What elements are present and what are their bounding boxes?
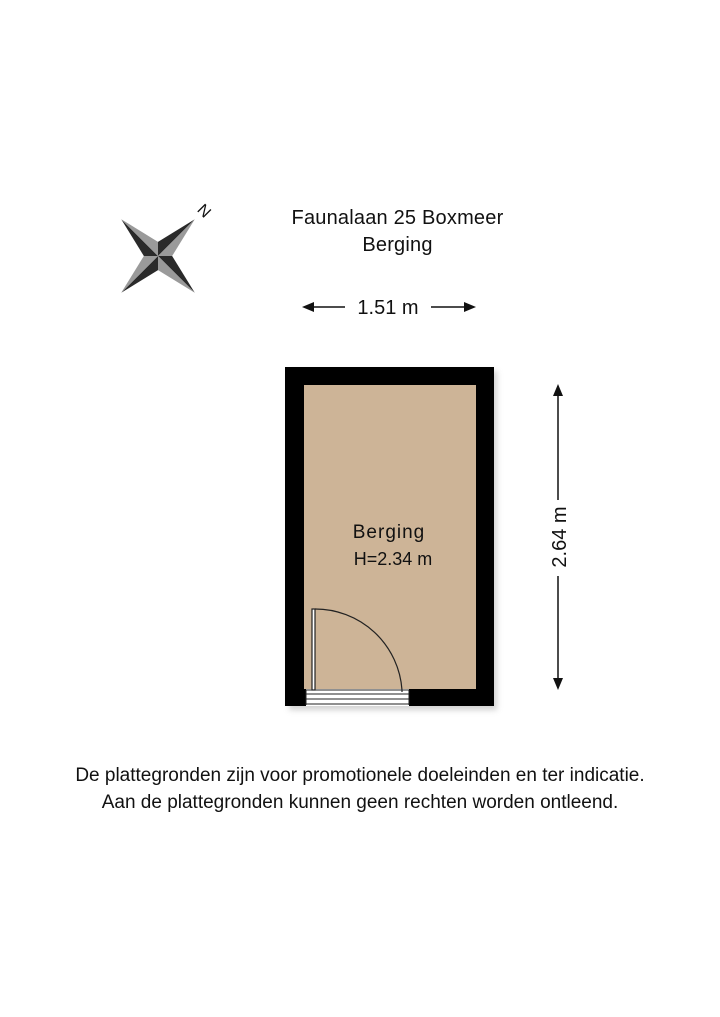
compass-north-label: N xyxy=(193,201,214,222)
door-opening xyxy=(306,689,409,706)
plan-address-title: Faunalaan 25 Boxmeer xyxy=(291,207,504,229)
width-dimension-label: 1.51 m xyxy=(357,297,419,319)
plan-subtitle: Berging xyxy=(362,234,433,256)
room-height-label: H=2.34 m xyxy=(353,549,433,569)
depth-dimension-label: 2.64 m xyxy=(549,506,571,568)
disclaimer-line-1: De plattegronden zijn voor promotionele doeleinden en ter indicatie. xyxy=(75,765,645,786)
room-name-label: Berging xyxy=(352,522,426,543)
disclaimer-line-2: Aan de plattegronden kunnen geen rechten worden ontleend. xyxy=(101,792,619,813)
